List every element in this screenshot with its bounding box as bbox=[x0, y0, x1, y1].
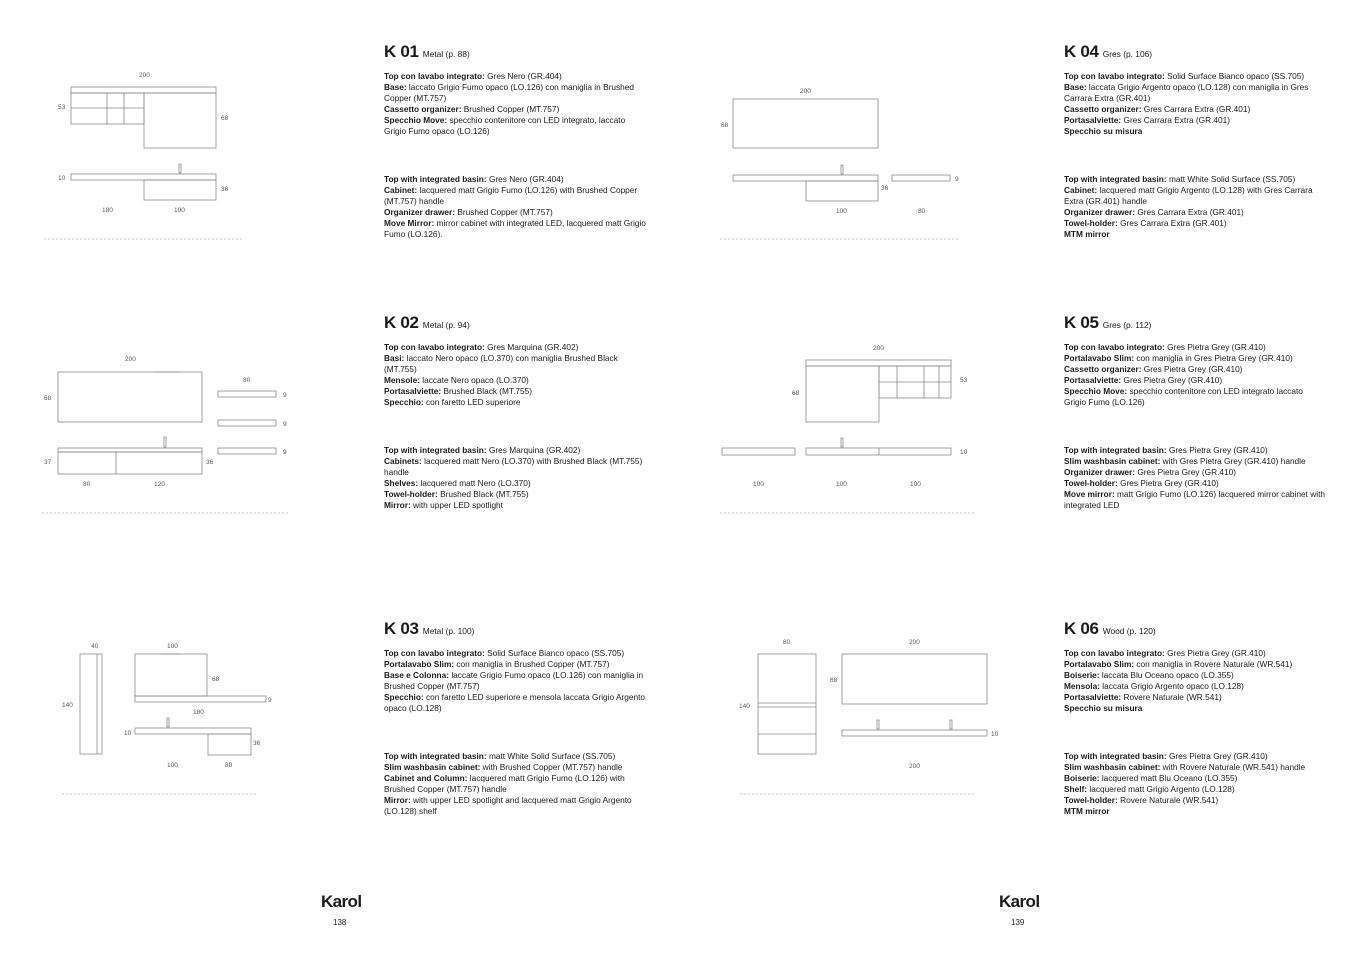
dim-width-label: 200 bbox=[125, 356, 136, 363]
spec-line: Towel-holder: Rovere Naturale (WR.541) bbox=[1064, 795, 1219, 805]
drawing-k03 bbox=[56, 636, 296, 806]
drawing-k01 bbox=[36, 64, 276, 244]
spec-line: Slim washbasin cabinet: with Brushed Copper (MT.757) handle bbox=[384, 762, 623, 772]
dim-width-label: 200 bbox=[800, 88, 811, 95]
spec-line: MTM mirror bbox=[1064, 806, 1110, 816]
dim-shelf-3-label: 9 bbox=[283, 449, 287, 456]
dim-mirror-height-label: 68 bbox=[212, 676, 220, 683]
spec-line: Slim washbasin cabinet: with Rovere Naturale (WR.541) handle bbox=[1064, 762, 1306, 772]
spec-line: Mirror: with upper LED spotlight and lacquered matt Grigio Argento (LO.128) shelf bbox=[384, 795, 632, 816]
dim-mirror-height-label: 68 bbox=[830, 677, 838, 684]
brand-logo: Karol bbox=[321, 892, 362, 911]
dim-depth-label: 36 bbox=[206, 459, 214, 466]
dim-top-length-label: 180 bbox=[102, 207, 113, 214]
spec-line: Organizer drawer: Gres Carrara Extra (GR.401) bbox=[1064, 207, 1244, 217]
dim-mirror-width-label: 200 bbox=[909, 639, 920, 646]
dim-column-height-label: 140 bbox=[62, 702, 73, 709]
italian-description bbox=[1064, 342, 1326, 408]
drawing-k06 bbox=[734, 634, 999, 804]
dim-mirror-width-label: 100 bbox=[167, 643, 178, 650]
dim-width-label: 200 bbox=[873, 345, 884, 352]
dim-top-thickness-label: 10 bbox=[124, 730, 132, 737]
spec-line: Mirror: with upper LED spotlight bbox=[384, 500, 503, 510]
spec-line: Specchio: con faretto LED superiore bbox=[384, 397, 521, 407]
dim-holder-length-label: 80 bbox=[918, 208, 926, 215]
spec-line: Top con lavabo integrato: Gres Pietra Grey (GR.410) bbox=[1064, 342, 1266, 352]
spec-line: Portasalviette: Gres Pietra Grey (GR.410) bbox=[1064, 375, 1223, 385]
spec-line: Top with integrated basin: Gres Pietra Grey (GR.410) bbox=[1064, 445, 1268, 455]
spec-line: Specchio Move: specchio contenitore con LED integrato laccato Grigio Fumo (LO.126) bbox=[1064, 386, 1303, 407]
composition-k03 bbox=[384, 620, 646, 817]
dim-shelf-width-label: 80 bbox=[243, 377, 251, 384]
spec-line: Top con lavabo integrato: Solid Surface Bianco opaco (SS.705) bbox=[384, 648, 625, 658]
spec-line: Slim washbasin cabinet: with Gres Pietra Grey (GR.410) handle bbox=[1064, 456, 1306, 466]
spec-line: Base: laccato Grigio Fumo opaco (LO.126) con maniglia in Brushed Copper (MT.757) bbox=[384, 82, 634, 103]
spec-line: Shelves: lacquered matt Nero (LO.370) bbox=[384, 478, 531, 488]
dim-height-label: 68 bbox=[792, 390, 800, 397]
spec-line: Top with integrated basin: matt White Solid Surface (SS.705) bbox=[1064, 174, 1296, 184]
dim-mirror-height-label: 68 bbox=[721, 122, 729, 129]
drawing-k05 bbox=[714, 338, 984, 518]
italian-description bbox=[384, 648, 646, 714]
finish-reference: Metal (p. 88) bbox=[422, 49, 470, 59]
spec-line: Cabinet: lacquered matt Grigio Fumo (LO.126) with Brushed Copper (MT.757) handle bbox=[384, 185, 638, 206]
dim-boiserie-width-label: 80 bbox=[783, 639, 791, 646]
spec-line: Portasalviette: Rovere Naturale (WR.541) bbox=[1064, 692, 1222, 702]
composition-title: K 04 Gres (p. 106) bbox=[1064, 42, 1153, 61]
dim-shelf-length-label: 180 bbox=[193, 709, 204, 716]
finish-reference: Metal (p. 94) bbox=[422, 320, 470, 330]
italian-description bbox=[1064, 71, 1326, 137]
drawing-k04 bbox=[714, 80, 974, 250]
page-number: 138 bbox=[333, 918, 347, 927]
spec-line: Mensole: laccate Nero opaco (LO.370) bbox=[384, 375, 529, 385]
italian-description bbox=[1064, 648, 1326, 714]
spec-line: Top with integrated basin: Gres Nero (GR.404) bbox=[384, 174, 564, 184]
dim-slim-cabinet-label: 100 bbox=[167, 762, 178, 769]
spec-line: Top con lavabo integrato: Gres Pietra Grey (GR.410) bbox=[1064, 648, 1266, 658]
composition-k05 bbox=[1064, 314, 1326, 511]
page-number: 139 bbox=[1011, 918, 1025, 927]
spec-line: Portalavabo Slim: con maniglia in Gres Pietra Grey (GR.410) bbox=[1064, 353, 1293, 363]
spec-line: Cabinet: lacquered matt Grigio Argento (LO.128) with Gres Carrara Extra (GR.401) handle bbox=[1064, 185, 1313, 206]
spec-line: Top with integrated basin: matt White Solid Surface (SS.705) bbox=[384, 751, 616, 761]
composition-title: K 05 Gres (p. 112) bbox=[1064, 313, 1152, 332]
dim-boiserie-height-label: 140 bbox=[739, 703, 750, 710]
italian-description bbox=[384, 342, 646, 408]
spec-line: Basi: laccato Nero opaco (LO.370) con maniglia Brushed Black (MT.755) bbox=[384, 353, 618, 374]
composition-k06 bbox=[1064, 620, 1326, 817]
composition-k01 bbox=[384, 43, 646, 240]
dim-top-thickness-label: 10 bbox=[960, 449, 968, 456]
spec-line: Shelf: lacquered matt Grigio Argento (LO.128) bbox=[1064, 784, 1235, 794]
spec-line: Towel-holder: Gres Carrara Extra (GR.401) bbox=[1064, 218, 1227, 228]
dim-mirror-height-label: 53 bbox=[960, 377, 968, 384]
spec-line: Portalavabo Slim: con maniglia in Rovere Naturale (WR.541) bbox=[1064, 659, 1293, 669]
spec-line: Cassetto organizer: Brushed Copper (MT.757) bbox=[384, 104, 560, 114]
dim-left-cabinet-label: 80 bbox=[83, 481, 91, 488]
catalog-page-139 bbox=[678, 0, 1356, 959]
english-description bbox=[1064, 174, 1326, 240]
dim-depth-label: 36 bbox=[221, 186, 229, 193]
finish-reference: Wood (p. 120) bbox=[1102, 626, 1156, 636]
spec-line: Base e Colonna: laccate Grigio Fumo opaco (LO.126) con maniglia in Brushed Copper (MT.757) bbox=[384, 670, 644, 691]
dim-right-cabinet-label: 120 bbox=[154, 481, 165, 488]
composition-title: K 06 Wood (p. 120) bbox=[1064, 619, 1156, 638]
spec-line: Cassetto organizer: Gres Pietra Grey (GR.410) bbox=[1064, 364, 1243, 374]
spec-line: Towel-holder: Gres Pietra Grey (GR.410) bbox=[1064, 478, 1219, 488]
spec-line: Organizer drawer: Brushed Copper (MT.757) bbox=[384, 207, 553, 217]
dim-shelf-2-label: 9 bbox=[283, 421, 287, 428]
spec-line: Base: laccata Grigio Argento opaco (LO.128) con maniglia in Gres Carrara Extra (GR.401) bbox=[1064, 82, 1309, 103]
dim-shelf-1-label: 9 bbox=[283, 392, 287, 399]
spec-line: Portasalviette: Brushed Black (MT.755) bbox=[384, 386, 533, 396]
dim-top-thickness-label: 10 bbox=[991, 731, 999, 738]
dim-holder-length-label: 100 bbox=[753, 481, 764, 488]
spec-line: Cassetto organizer: Gres Carrara Extra (GR.401) bbox=[1064, 104, 1251, 114]
brand-logo: Karol bbox=[999, 892, 1040, 911]
dim-mirror-height-label: 68 bbox=[44, 395, 52, 402]
dim-top-thickness-label: 10 bbox=[58, 175, 66, 182]
spec-line: Boiserie: lacquered matt Blu Oceano (LO.355) bbox=[1064, 773, 1238, 783]
spec-line: MTM mirror bbox=[1064, 229, 1110, 239]
composition-title: K 03 Metal (p. 100) bbox=[384, 619, 475, 638]
english-description bbox=[384, 174, 646, 240]
spec-line: Top with integrated basin: Gres Marquina (GR.402) bbox=[384, 445, 581, 455]
drawing-k02 bbox=[36, 348, 296, 518]
dim-base-height-label: 37 bbox=[44, 459, 52, 466]
spec-line: Portalavabo Slim: con maniglia in Brushed Copper (MT.757) bbox=[384, 659, 610, 669]
spec-line: Organizer drawer: Gres Pietra Grey (GR.410) bbox=[1064, 467, 1236, 477]
spec-line: Specchio su misura bbox=[1064, 126, 1143, 136]
dim-cabinet-length-label: 100 bbox=[174, 207, 185, 214]
finish-reference: Gres (p. 112) bbox=[1102, 320, 1152, 330]
english-description bbox=[1064, 445, 1326, 511]
composition-title: K 01 Metal (p. 88) bbox=[384, 42, 470, 61]
dim-slim-cabinet-label: 100 bbox=[836, 481, 847, 488]
spec-line: Specchio: con faretto LED superiore e mensola laccata Grigio Argento opaco (LO.128) bbox=[384, 692, 646, 713]
dim-drawer-length-label: 100 bbox=[910, 481, 921, 488]
spec-line: Boiserie: laccata Blu Oceano opaco (LO.355) bbox=[1064, 670, 1234, 680]
dim-height-label: 68 bbox=[221, 115, 229, 122]
spec-line: Top with integrated basin: Gres Pietra Grey (GR.410) bbox=[1064, 751, 1268, 761]
spec-line: Cabinet and Column: lacquered matt Grigio Fumo (LO.126) with Brushed Copper (MT.757) handle bbox=[384, 773, 625, 794]
spec-line: Specchio Move: specchio contenitore con LED integrato, laccato Grigio Fumo opaco (LO.126) bbox=[384, 115, 626, 136]
dim-shelf-label: 9 bbox=[268, 697, 272, 704]
spec-line: Specchio su misura bbox=[1064, 703, 1143, 713]
spec-line: Top con lavabo integrato: Gres Marquina (GR.402) bbox=[384, 342, 579, 352]
composition-title: K 02 Metal (p. 94) bbox=[384, 313, 470, 332]
spec-line: Towel-holder: Brushed Black (MT.755) bbox=[384, 489, 529, 499]
dim-towel-holder-label: 9 bbox=[955, 176, 959, 183]
spec-line: Move mirror: matt Grigio Fumo (LO.126) lacquered mirror cabinet with integrated LED bbox=[1064, 489, 1325, 510]
dim-depth-label: 36 bbox=[881, 185, 889, 192]
dim-cabinet-length-label: 100 bbox=[836, 208, 847, 215]
dim-top-length-label: 200 bbox=[909, 763, 920, 770]
dim-depth-label: 36 bbox=[253, 740, 261, 747]
italian-description bbox=[384, 71, 646, 137]
finish-reference: Gres (p. 106) bbox=[1102, 49, 1153, 59]
spec-line: Move Mirror: mirror cabinet with integrated LED, lacquered matt Grigio Fumo (LO.126). bbox=[384, 218, 646, 239]
spec-line: Top con lavabo integrato: Gres Nero (GR.404) bbox=[384, 71, 562, 81]
english-description bbox=[384, 445, 646, 511]
spec-line: Top con lavabo integrato: Solid Surface Bianco opaco (SS.705) bbox=[1064, 71, 1305, 81]
spec-line: Cabinets: lacquered matt Nero (LO.370) with Brushed Black (MT.755) handle bbox=[384, 456, 643, 477]
dim-column-width-label: 40 bbox=[91, 643, 99, 650]
composition-k04 bbox=[1064, 43, 1326, 240]
dim-base-label: 80 bbox=[225, 762, 233, 769]
english-description bbox=[1064, 751, 1326, 817]
composition-k02 bbox=[384, 314, 646, 511]
spec-line: Portasalviette: Gres Carrara Extra (GR.401) bbox=[1064, 115, 1230, 125]
spec-line: Mensola: laccata Grigio Argento opaco (LO.128) bbox=[1064, 681, 1244, 691]
dim-width-label: 200 bbox=[139, 72, 150, 79]
finish-reference: Metal (p. 100) bbox=[422, 626, 475, 636]
english-description bbox=[384, 751, 646, 817]
dim-mirror-height-label: 53 bbox=[58, 104, 66, 111]
